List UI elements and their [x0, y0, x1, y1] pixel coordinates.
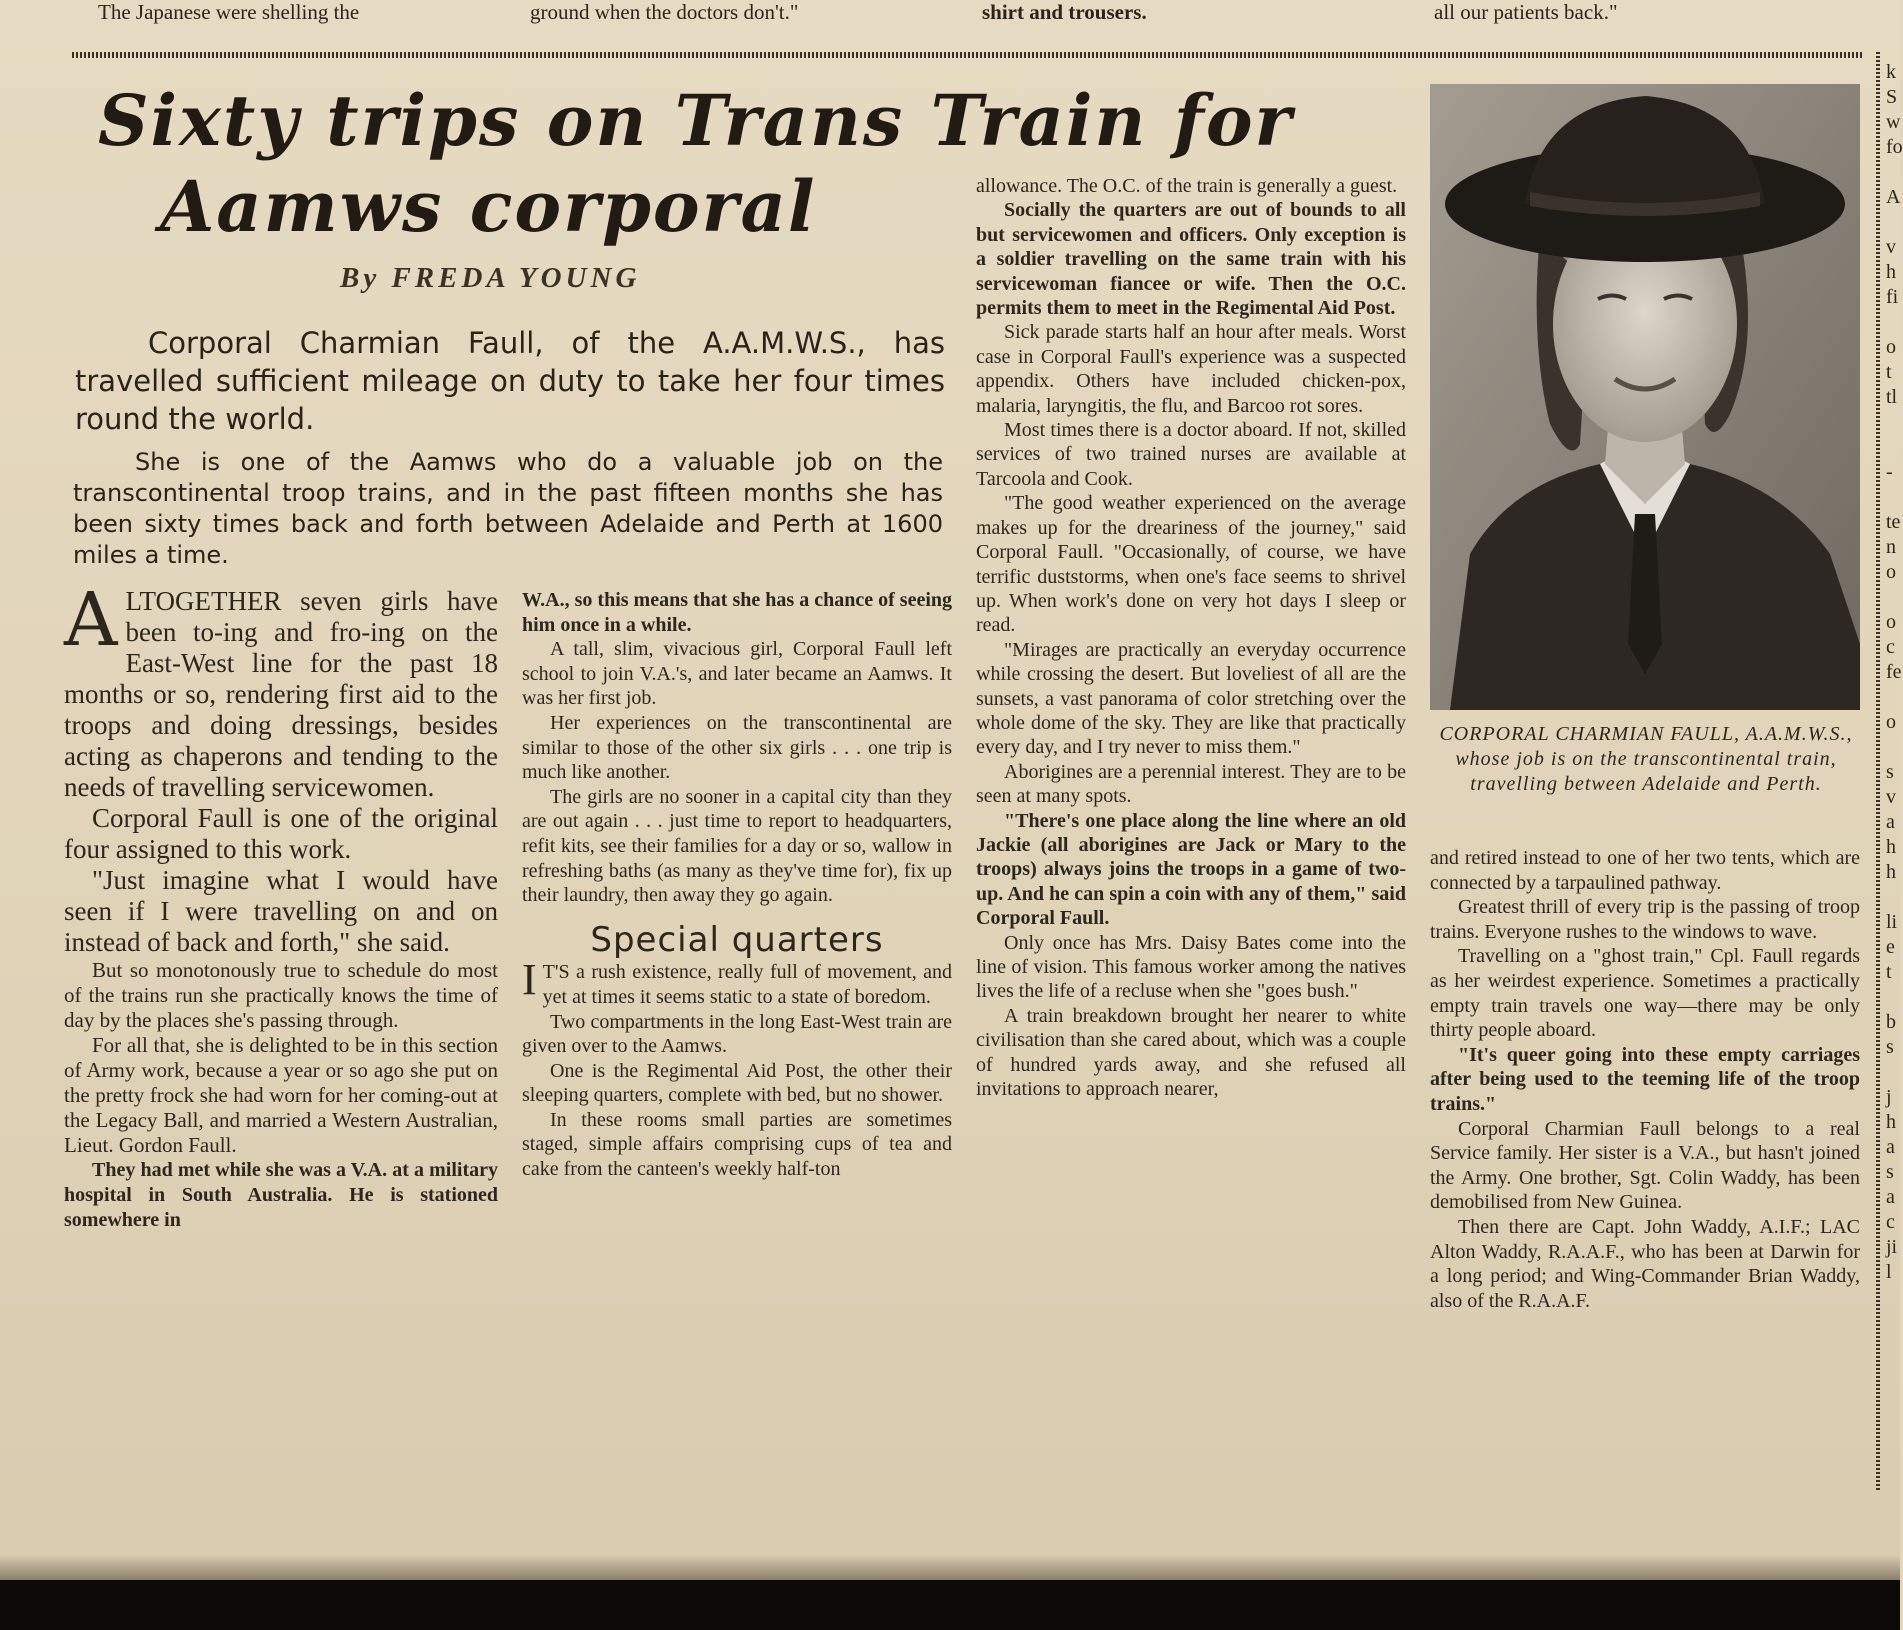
edge-fragment: A [1886, 186, 1901, 208]
edge-fragment: j [1886, 1086, 1892, 1108]
column-b-paragraph-4: The girls are no sooner in a capital city than they are out again . . . just time to report to headquarters, refit kits, see their families for a day or so, wallow in refreshing baths (as many as they've time for), fix up their laundry, then away they go again. [522, 785, 952, 907]
headline-line-1: Sixty trips on Trans Train for [98, 79, 1294, 162]
portrait-illustration [1430, 84, 1860, 710]
edge-fragment: h [1886, 261, 1896, 283]
column-a-paragraph-5: For all that, she is delighted to be in this section of Army work, because a year or so ago she put on the pretty frock she had worn for her coming-out at the Legacy Ball, and married a Western Australian, Lieut. Gordon Faull. [64, 1033, 498, 1157]
edge-fragment: b [1886, 1011, 1896, 1033]
edge-fragment: a [1886, 1136, 1895, 1158]
scan-border [0, 1580, 1900, 1630]
edge-fragment: t [1886, 361, 1892, 383]
edge-fragment: s [1886, 1036, 1894, 1058]
column-d-paragraph-1: and retired instead to one of her two tents, which are connected by a tarpaulined pathway. [1430, 847, 1860, 894]
column-a-paragraph-6: They had met while she was a V.A. at a military hospital in South Australia. He is stationed somewhere in [64, 1159, 498, 1231]
edge-fragment [1886, 310, 1900, 335]
edge-fragment: te [1886, 511, 1901, 533]
top-strip-fragment-3: shirt and trousers. [982, 0, 1147, 24]
headline-line-2: Aamws corporal [160, 165, 817, 248]
edge-fragment: h [1886, 861, 1896, 883]
column-a-paragraph-2: Corporal Faull is one of the original four assigned to this work. [64, 803, 498, 864]
top-strip-fragment-4: all our patients back." [1434, 0, 1618, 24]
column-b-paragraph-6: Two compartments in the long East-West train are given over to the Aamws. [522, 1010, 952, 1058]
edge-fragment [1886, 985, 1900, 1010]
dropcap: A [64, 577, 118, 663]
byline: By FREDA YOUNG [340, 262, 641, 294]
edge-fragment: - [1886, 461, 1893, 483]
edge-fragment: s [1886, 761, 1894, 783]
column-d [1430, 846, 1860, 1313]
intro-paragraph-2: She is one of the Aamws who do a valuable job on the transcontinental troop trains, and in the past fifteen months she has been sixty times back and forth between Adelaide and Perth at 1600 miles a time. [73, 448, 943, 569]
edge-fragment: o [1886, 336, 1896, 358]
column-a-paragraph-4: But so monotonously true to schedule do most of the trains run she practically knows the time of day by the places she's passing through. [64, 958, 498, 1032]
edge-fragment: fi [1886, 286, 1899, 308]
horizontal-dotted-rule [72, 52, 1862, 58]
edge-fragment: o [1886, 711, 1896, 733]
column-d-paragraph-3: Travelling on a "ghost train," Cpl. Faull regards as her weirdest experience. Sometimes a practically empty train travels one way—there may be only thirty people aboard. [1430, 945, 1860, 1042]
subheading-special-quarters: Special quarters [590, 919, 884, 960]
column-a-paragraph-3: "Just imagine what I would have seen if I were travelling on and on instead of back and forth," she said. [64, 865, 498, 957]
edge-fragment [1886, 485, 1900, 510]
edge-fragment: li [1886, 911, 1898, 933]
edge-fragment: c [1886, 636, 1895, 658]
column-c-paragraph-5: "The good weather experienced on the average makes up for the dreariness of the journey," said Corporal Faull. "Occasionally, of course, we have terrific duststorms, when one's face seems to shrivel up. When work's done on very hot days I sleep or read. [976, 492, 1406, 637]
edge-fragment: t [1886, 961, 1892, 983]
edge-fragment: a [1886, 811, 1895, 833]
edge-fragment: h [1886, 836, 1896, 858]
column-d-paragraph-4: "It's queer going into these empty carriages after being used to the teeming life of the troop trains." [1430, 1043, 1860, 1115]
edge-fragment [1886, 160, 1900, 185]
column-b-paragraph-3: Her experiences on the transcontinental are similar to those of the other six girls . . . one trip is much like another. [522, 711, 952, 784]
edge-fragment: v [1886, 786, 1896, 808]
edge-fragment: o [1886, 611, 1896, 633]
edge-fragment [1886, 735, 1900, 760]
dropcap: I [522, 955, 537, 1005]
column-d-paragraph-2: Greatest thrill of every trip is the passing of troop trains. Everyone rushes to the windows to wave. [1430, 896, 1860, 943]
edge-fragment: S [1886, 86, 1898, 108]
edge-fragment [1886, 585, 1900, 610]
column-a [64, 577, 498, 1233]
top-strip-fragment-1: The Japanese were shelling the [98, 0, 360, 24]
edge-fragment [1886, 410, 1900, 435]
edge-fragment: n [1886, 536, 1896, 558]
edge-fragment: s [1886, 1161, 1894, 1183]
edge-fragment: e [1886, 936, 1895, 958]
column-b-paragraph-8: In these rooms small parties are sometimes staged, simple affairs comprising cups of tea and cake from the canteen's weekly half-ton [522, 1108, 952, 1181]
column-c-paragraph-4: Most times there is a doctor aboard. If not, skilled services of two trained nurses are available at Tarcoola and Cook. [976, 419, 1406, 490]
edge-fragment: v [1886, 236, 1896, 258]
photo-caption: CORPORAL CHARMIAN FAULL, A.A.M.W.S., whose job is on the transcontinental train, travelling between Adelaide and Perth. [1439, 723, 1853, 795]
portrait-photo [1430, 84, 1860, 710]
edge-fragment [1886, 885, 1900, 910]
edge-fragment: l [1886, 1261, 1892, 1283]
edge-fragment: w [1886, 111, 1901, 133]
column-c-paragraph-3: Sick parade starts half an hour after meals. Worst case in Corporal Faull's experience was a suspected appendix. Others have included chicken-pox, malaria, laryngitis, the flu, and Barcoo rot sores. [976, 321, 1406, 417]
column-d-paragraph-6: Then there are Capt. John Waddy, A.I.F.; LAC Alton Waddy, R.A.A.F., who has been at Darwin for a long period; and Wing-Commander Brian Waddy, also of the R.A.A.F. [1430, 1215, 1860, 1312]
edge-fragment: fe [1886, 661, 1902, 683]
edge-fragment: h [1886, 1111, 1896, 1133]
page-edge-shadow [0, 1555, 1900, 1583]
column-b-paragraph-7: One is the Regimental Aid Post, the other their sleeping quarters, complete with bed, but no shower. [522, 1059, 952, 1107]
column-c [976, 174, 1406, 1101]
edge-fragment [1886, 435, 1900, 460]
column-b-paragraph-2: A tall, slim, vivacious girl, Corporal Faull left school to join V.A.'s, and later became an Aamws. It was her first job. [522, 638, 952, 710]
column-c-paragraph-1: allowance. The O.C. of the train is generally a guest. [976, 175, 1398, 197]
column-d-paragraph-5: Corporal Charmian Faull belongs to a real Service family. Her sister is a V.A., but hasn't joined the Army. One brother, Sgt. Colin Waddy, has been demobilised from New Guinea. [1430, 1117, 1860, 1214]
column-b-paragraph-5: I T'S a rush existence, really full of movement, and yet at times it seems static to a state of boredom. [522, 955, 952, 1008]
column-c-paragraph-9: Only once has Mrs. Daisy Bates come into the line of vision. This famous worker among the natives lives the life of a recluse when she "goes bush." [976, 931, 1406, 1003]
column-c-paragraph-6: "Mirages are practically an everyday occurrence while crossing the desert. But loveliest of all are the sunsets, a vast panorama of color stretching over the whole dome of the sky. They are like that practically every day, and I try never to miss them." [976, 638, 1406, 759]
column-b [522, 588, 952, 1182]
column-c-paragraph-8: "There's one place along the line where an old Jackie (all aborigines are Jack or Mary to the troops) always joins the troops in a game of two-up. And he can spin a coin with any of them," said Corporal Faull. [976, 809, 1406, 930]
edge-fragment: k [1886, 61, 1896, 83]
edge-fragment [1886, 210, 1900, 235]
edge-fragment [1886, 685, 1900, 710]
column-c-paragraph-7: Aborigines are a perennial interest. They are to be seen at many spots. [976, 760, 1406, 808]
edge-fragment [1886, 1060, 1900, 1085]
column-a-paragraph-1: ALTOGETHER seven girls have been to-ing and fro-ing on the East-West line for the past 18 months or so, rendering first aid to the troops and doing dressings, besides acting as chaperons and tending to the needs of travelling servicewomen. [64, 577, 498, 802]
cropped-edge-column [1886, 60, 1903, 1285]
intro-paragraph-1: Corporal Charmian Faull, of the A.A.M.W.S., has travelled sufficient mileage on duty to take her four times round the world. [75, 326, 945, 436]
edge-fragment: fo [1886, 136, 1903, 158]
column-c-paragraph-10: A train breakdown brought her nearer to white civilisation than she cared about, which was a couple of hundred yards away, and she refused all invitations to approach nearer, [976, 1004, 1406, 1101]
edge-fragment: a [1886, 1186, 1895, 1208]
edge-fragment: ji [1886, 1236, 1898, 1258]
column-b-paragraph-1: W.A., so this means that she has a chance of seeing him once in a while. [522, 589, 952, 636]
column-c-paragraph-2: Socially the quarters are out of bounds to all but servicewomen and officers. Only exception is a soldier travelling on the same train with his servicewoman fiancee or wife. Then the O.C. permits them to meet in the Regimental Aid Post. [976, 199, 1406, 320]
edge-fragment: c [1886, 1211, 1895, 1233]
edge-fragment: tl [1886, 386, 1898, 408]
vertical-dotted-rule [1876, 52, 1880, 1492]
edge-fragment: o [1886, 561, 1896, 583]
top-strip-fragment-2: ground when the doctors don't." [530, 0, 799, 24]
